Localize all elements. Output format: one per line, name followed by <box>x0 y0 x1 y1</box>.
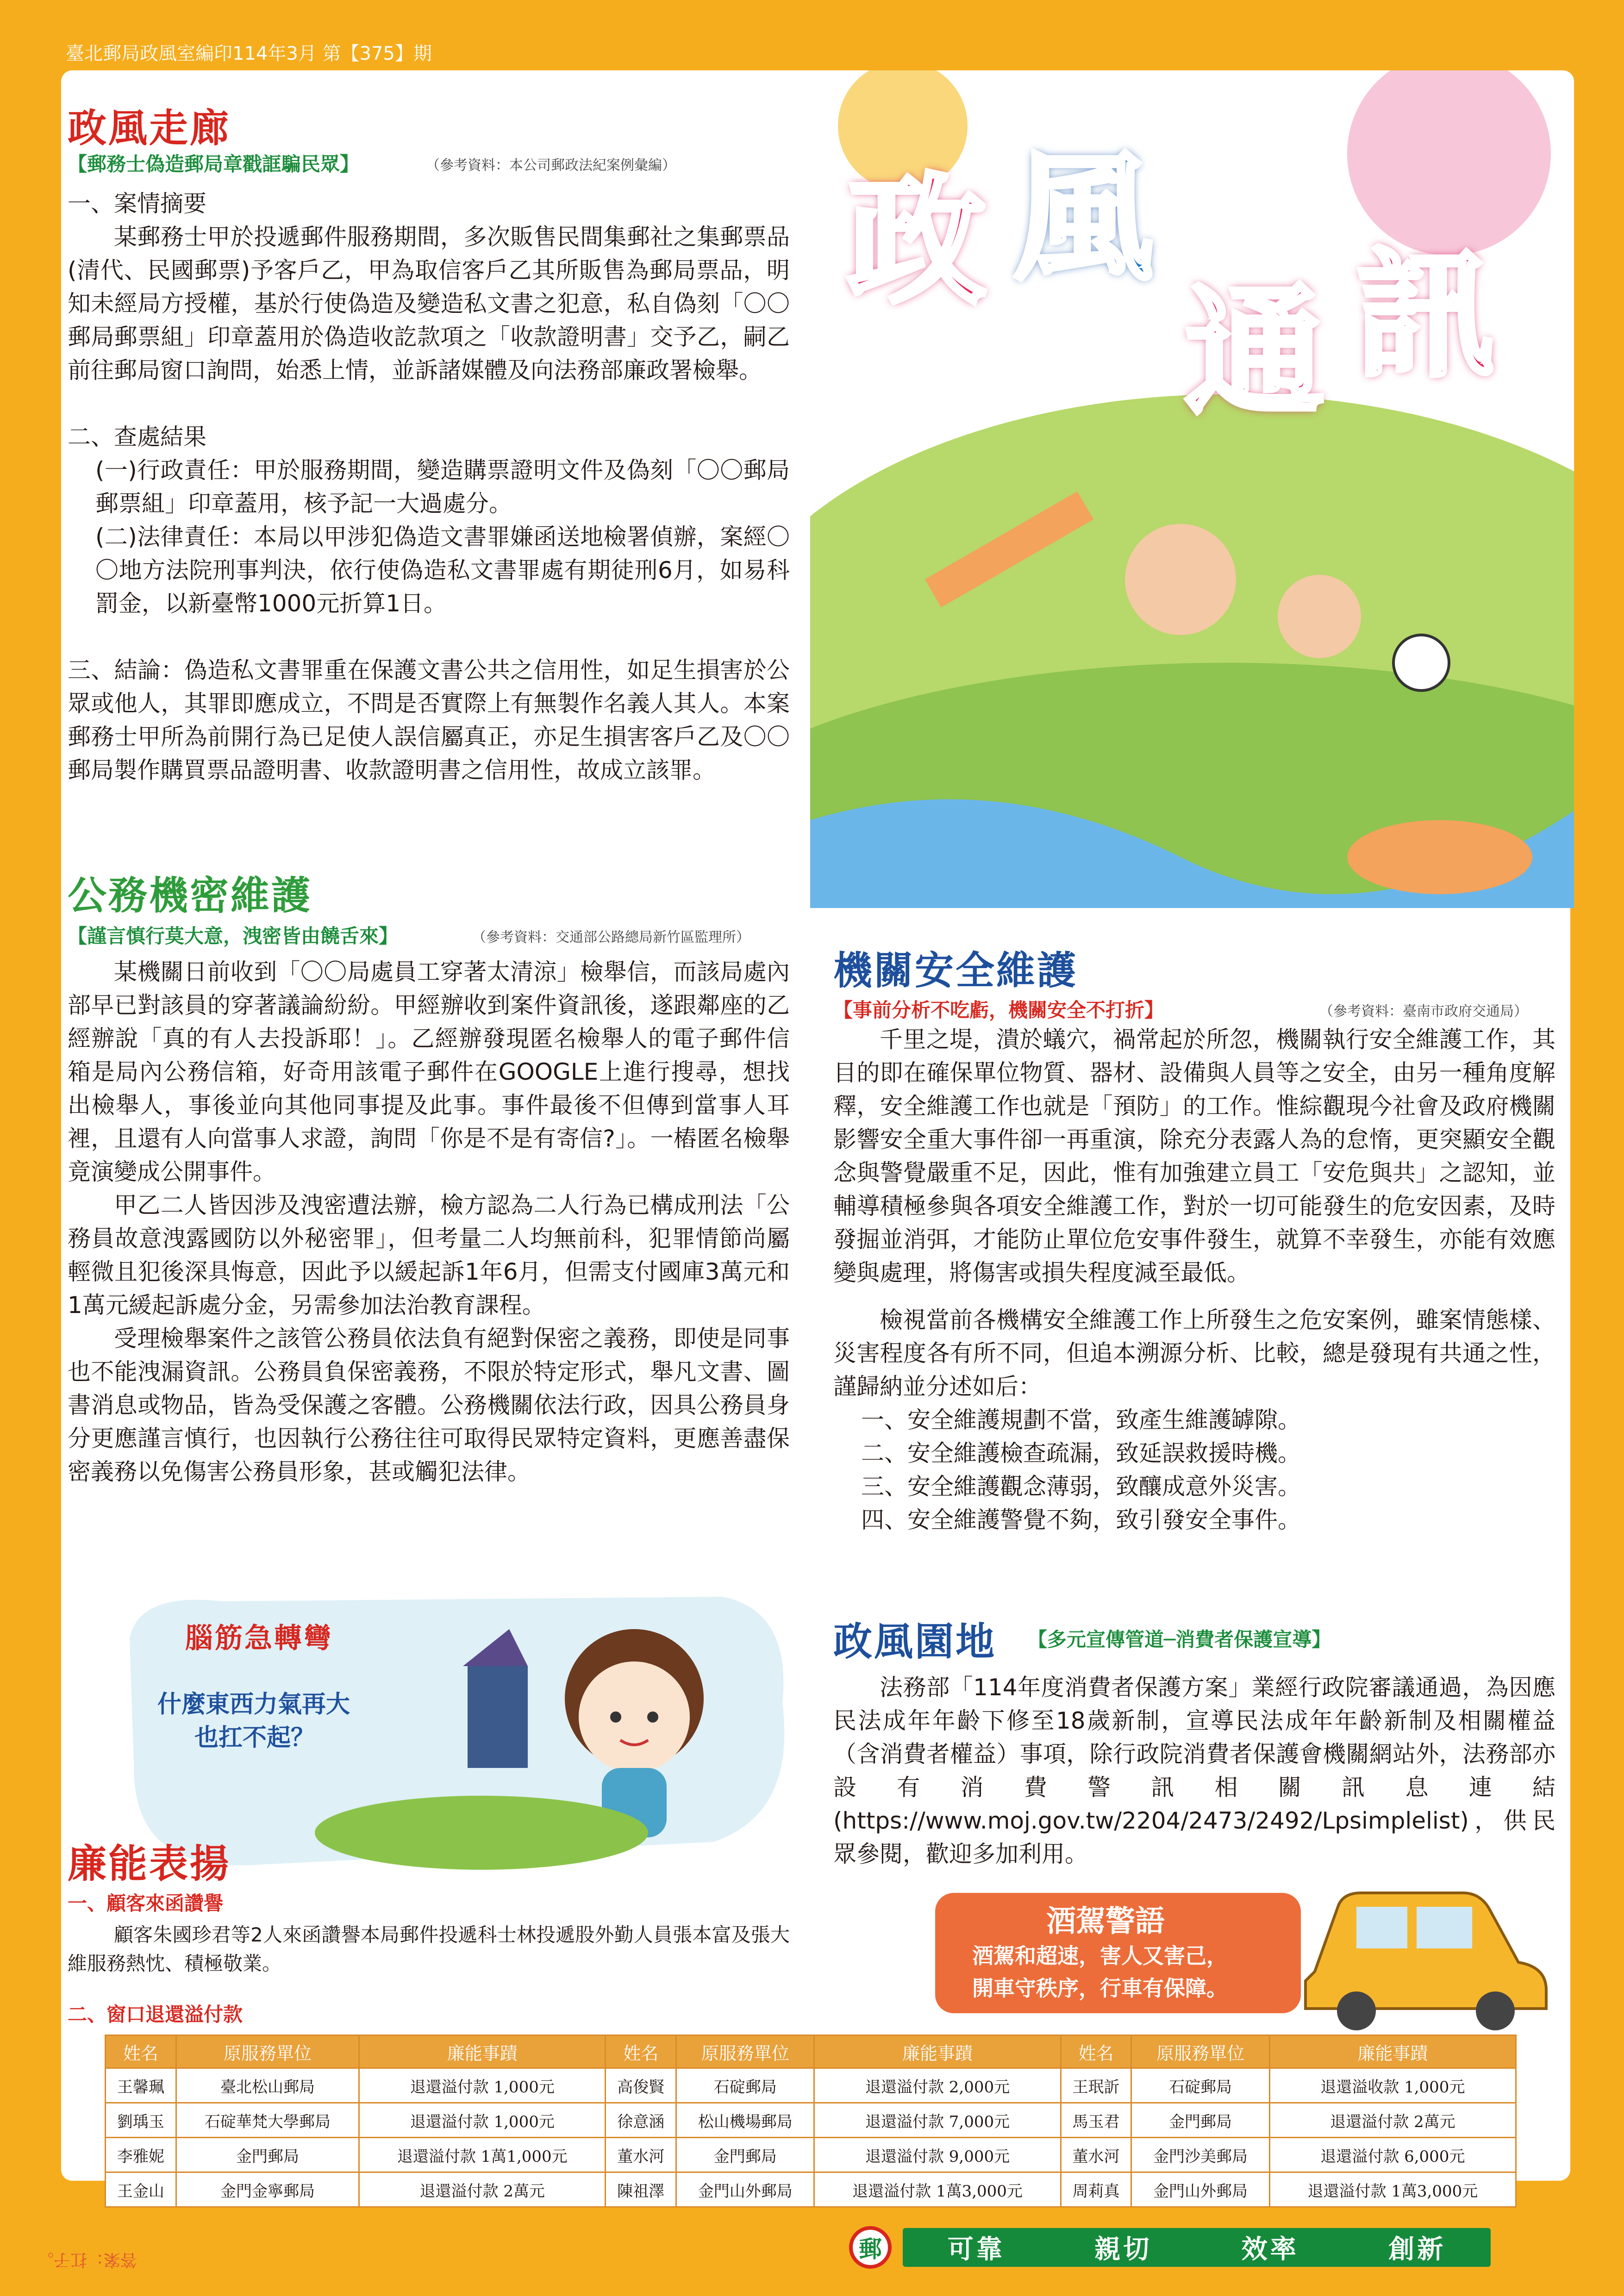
list-item: 二、安全維護檢查疏漏，致延誤救援時機。 <box>861 1440 1301 1467</box>
section-body <box>68 955 790 1488</box>
slogan-word: 親切 <box>1094 2234 1152 2265</box>
table-cell: 退還溢付款 9,000元 <box>814 2138 1061 2172</box>
paragraph: 某郵務士甲於投遞郵件服務期間，多次販售民間集郵社之集郵票品(清代、民國郵票)予客戶乙，甲為取信客戶乙其所販售為郵局票品，明知未經局方授權，基於行使偽造及變造私文書之犯意，私自偽刻「〇〇郵局郵票組」印章蓋用於偽造收訖款項之「收款證明書」交予乙，嗣乙前往郵局窗口詢問，始悉上情，並訴諸媒體及向法務部廉政署檢舉。 <box>68 224 790 384</box>
table-cell: 退還溢付款 2萬元 <box>1269 2103 1516 2138</box>
section-title-security: 機關安全維護 <box>833 948 1078 993</box>
table-cell: 李雅妮 <box>106 2138 176 2172</box>
section-title-integrity: 廉能表揚 <box>68 1841 231 1886</box>
section-title-secrecy: 公務機密維護 <box>68 873 312 918</box>
section-body <box>68 1921 790 1978</box>
table-cell: 王馨珮 <box>106 2068 176 2103</box>
paragraph: 甲乙二人皆因涉及洩密遭法辦，檢方認為二人行為已構成刑法「公務員故意洩露國防以外秘密罪」，但考量二人均無前科，犯罪情節尚屬輕微且犯後深具悔意，因此予以緩起訴1年6月，但需支付國庫3萬元和1萬元緩起訴處分金，另需參加法治教育課程。 <box>68 1192 790 1319</box>
footer <box>843 2224 1555 2272</box>
section-reference: （參考資料：本公司郵政法紀案例彙編） <box>426 157 676 174</box>
table-row <box>106 2068 1516 2103</box>
table-cell: 退還溢收款 1,000元 <box>1269 2068 1516 2103</box>
paragraph: 三、結論：偽造私文書罪重在保護文書公共之信用性，如足生損害於公眾或他人，其罪即應成立，不問是否實際上有無製作名義人其人。本案郵務士甲所為前開行為已足使人誤信屬真正，亦足生損害客戶乙及〇〇郵局製作購買票品證明書、收款證明書之信用性，故成立該罪。 <box>68 657 790 784</box>
table-header-row <box>106 2035 1516 2068</box>
table-cell: 退還溢付款 1,000元 <box>359 2068 606 2103</box>
post-logo-icon: 郵 <box>849 2226 892 2269</box>
column-header: 姓名 <box>606 2035 676 2068</box>
masthead-title-char: 風 <box>1014 137 1153 299</box>
riddle-answer: 答案：扛子。 <box>37 2250 137 2269</box>
column-header: 原服務單位 <box>1131 2035 1269 2068</box>
column-header: 廉能事蹟 <box>814 2035 1061 2068</box>
heading: 二、查處結果 <box>68 423 206 450</box>
section-subheading: 二、窗口退還溢付款 <box>68 2003 243 2026</box>
header-issue: 臺北郵局政風室編印114年3月 第【375】期 <box>66 43 432 64</box>
table-cell: 退還溢付款 1,000元 <box>359 2103 606 2138</box>
table-cell: 金門山外郵局 <box>676 2172 814 2207</box>
table-row <box>106 2103 1516 2138</box>
table-cell: 高俊賢 <box>606 2068 676 2103</box>
table-cell: 金門山外郵局 <box>1131 2172 1269 2207</box>
table-row <box>106 2138 1516 2172</box>
drunk-driving-title: 酒駕警語 <box>1046 1904 1165 1939</box>
table-cell: 周莉真 <box>1061 2172 1131 2207</box>
table-cell: 徐意涵 <box>606 2103 676 2138</box>
paragraph: (一)行政責任：甲於服務期間，變造購票證明文件及偽刻「〇〇郵局郵票組」印章蓋用，核予記一大過處分。 <box>95 457 790 517</box>
list-item: 四、安全維護警覺不夠，致引發安全事件。 <box>861 1506 1301 1533</box>
section-subtitle: 【郵務士偽造郵局章戳誆騙民眾】 <box>68 153 360 175</box>
table-cell: 退還溢付款 1萬1,000元 <box>359 2138 606 2172</box>
table-cell: 金門郵局 <box>176 2138 359 2172</box>
section-body <box>68 187 790 787</box>
section-body <box>833 1671 1555 1871</box>
riddle-title: 腦筋急轉彎 <box>185 1622 333 1655</box>
table-cell: 退還溢付款 1萬3,000元 <box>814 2172 1061 2207</box>
table-cell: 松山機場郵局 <box>676 2103 814 2138</box>
table-cell: 石碇郵局 <box>1131 2068 1269 2103</box>
table-cell: 王金山 <box>106 2172 176 2207</box>
table-cell: 石碇華梵大學郵局 <box>176 2103 359 2138</box>
column-header: 原服務單位 <box>176 2035 359 2068</box>
table-cell: 董水河 <box>1061 2138 1131 2172</box>
table-cell: 金門郵局 <box>676 2138 814 2172</box>
paragraph: (二)法律責任：本局以甲涉犯偽造文書罪嫌函送地檢署偵辦，案經〇〇地方法院刑事判決，依行使偽造私文書罪處有期徒刑6月，如易科罰金，以新臺幣1000元折算1日。 <box>95 523 790 617</box>
section-subtitle: 【事前分析不吃虧，機關安全不打折】 <box>833 999 1164 1021</box>
table-cell: 退還溢付款 7,000元 <box>814 2103 1061 2138</box>
table-cell: 王珉訢 <box>1061 2068 1131 2103</box>
column-header: 廉能事蹟 <box>1269 2035 1516 2068</box>
paragraph: 法務部「114年度消費者保護方案」業經行政院審議通過，為因應民法成年年齡下修至18歲新制，宣導民法成年年齡新制及相關權益（含消費者權益）事項，除行政院消費者保護會機關網站外，法務部亦設有消費警訊相關訊息連結(https://www.moj.gov.tw/2204/2473/2492/Lpsimplelist)，供民眾參閱，歡迎多加利用。 <box>833 1674 1555 1867</box>
column-header: 原服務單位 <box>676 2035 814 2068</box>
paragraph: 檢視當前各機構安全維護工作上所發生之危安案例，雖案情態樣、災害程度各有所不同，但追本溯源分析、比較，總是發現有共通之性，謹歸納並分述如后： <box>833 1307 1555 1400</box>
slogan-word: 效率 <box>1241 2234 1299 2265</box>
riddle-question-line1: 什麼東西力氣再大 <box>157 1691 350 1718</box>
table-cell: 退還溢付款 6,000元 <box>1269 2138 1516 2172</box>
masthead-title-char: 訊 <box>1356 235 1495 396</box>
heading: 一、案情摘要 <box>68 190 206 217</box>
slogan-word: 創新 <box>1388 2234 1446 2265</box>
table-cell: 劉瑀玉 <box>106 2103 176 2138</box>
table-cell: 董水河 <box>606 2138 676 2172</box>
table-cell: 石碇郵局 <box>676 2068 814 2103</box>
car-illustration <box>1296 1879 1555 2034</box>
table-cell: 金門郵局 <box>1131 2103 1269 2138</box>
section-title-ethics-garden: 政風園地 <box>833 1619 997 1664</box>
masthead-title-char: 政 <box>847 161 986 322</box>
list-item: 三、安全維護觀念薄弱，致釀成意外災害。 <box>861 1473 1301 1500</box>
section-reference: （參考資料：臺南市政府交通局） <box>1319 1003 1528 1020</box>
section-reference: （參考資料：交通部公路總局新竹區監理所） <box>472 929 750 946</box>
section-body <box>833 1023 1555 1537</box>
table-cell: 退還溢付款 1萬3,000元 <box>1269 2172 1516 2207</box>
list-item: 一、安全維護規劃不當，致產生維護罅隙。 <box>861 1406 1301 1433</box>
column-header: 姓名 <box>106 2035 176 2068</box>
section-subtitle: 【多元宣傳管道─消費者保護宣導】 <box>1028 1628 1331 1651</box>
paragraph: 顧客朱國珍君等2人來函讚譽本局郵件投遞科士林投遞股外勤人員張本富及張大維服務熱忱、積極敬業。 <box>68 1923 790 1975</box>
paragraph: 某機關日前收到「〇〇局處員工穿著太清涼」檢舉信，而該局處內部早已對該員的穿著議論紛紛。甲經辦收到案件資訊後，遂跟鄰座的乙經辦說「真的有人去投訴耶！」。乙經辦發現匿名檢舉人的電子郵件信箱是局內公務信箱，好奇用該電子郵件在GOOGLE上進行搜尋，想找出檢舉人，事後並向其他同事提及此事。事件最後不但傳到當事人耳裡，且還有人向當事人求證，詢問「你是不是有寄信?」。一樁匿名檢舉竟演變成公開事件。 <box>68 958 790 1185</box>
paragraph: 千里之堤，潰於蟻穴，禍常起於所忽，機關執行安全維護工作，其目的即在確保單位物質、器材、設備與人員等之安全，由另一種角度解釋，安全維護工作也就是「預防」的工作。惟綜觀現今社會及政府機關影響安全重大事件卻一再重演，除充分表露人為的怠惰，更突顯安全觀念與警覺嚴重不足，因此，惟有加強建立員工「安危與共」之認知，並輔導積極參與各項安全維護工作，對於一切可能發生的危安因素，及時發掘並消弭，才能防止單位危安事件發生，就算不幸發生，亦能有效應變與處理，將傷害或損失程度減至最低。 <box>833 1026 1555 1286</box>
masthead-title-char: 通 <box>1185 272 1324 433</box>
honors-table <box>105 2035 1517 2208</box>
table-cell: 金門金寧郵局 <box>176 2172 359 2207</box>
table-cell: 陳祖澤 <box>606 2172 676 2207</box>
section-subtitle: 【謹言慎行莫大意，洩密皆由饒舌來】 <box>68 925 399 947</box>
table-cell: 臺北松山郵局 <box>176 2068 359 2103</box>
riddle-question-line2: 也扛不起？ <box>194 1724 315 1752</box>
drunk-driving-line1: 酒駕和超速，害人又害己， <box>972 1943 1228 1968</box>
section-subheading: 一、顧客來函讚譽 <box>68 1892 224 1915</box>
section-title-ethics-corridor: 政風走廊 <box>68 106 231 151</box>
slogan-bar <box>903 2228 1491 2267</box>
table-cell: 退還溢付款 2,000元 <box>814 2068 1061 2103</box>
table-cell: 金門沙美郵局 <box>1131 2138 1269 2172</box>
slogan-word: 可靠 <box>947 2234 1005 2265</box>
drunk-driving-line2: 開車守秩序，行車有保障。 <box>972 1976 1228 2001</box>
paragraph: 受理檢舉案件之該管公務員依法負有絕對保密之義務，即使是同事也不能洩漏資訊。公務員負保密義務，不限於特定形式，舉凡文書、圖書消息或物品，皆為受保護之客體。公務機關依法行政，因具公務員身分更應謹言慎行，也因執行公務往往可取得民眾特定資料，更應善盡保密義務以免傷害公務員形象，甚或觸犯法律。 <box>68 1325 790 1485</box>
table-cell: 退還溢付款 2萬元 <box>359 2172 606 2207</box>
column-header: 廉能事蹟 <box>359 2035 606 2068</box>
table-row <box>106 2172 1516 2207</box>
column-header: 姓名 <box>1061 2035 1131 2068</box>
table-cell: 馬玉君 <box>1061 2103 1131 2138</box>
